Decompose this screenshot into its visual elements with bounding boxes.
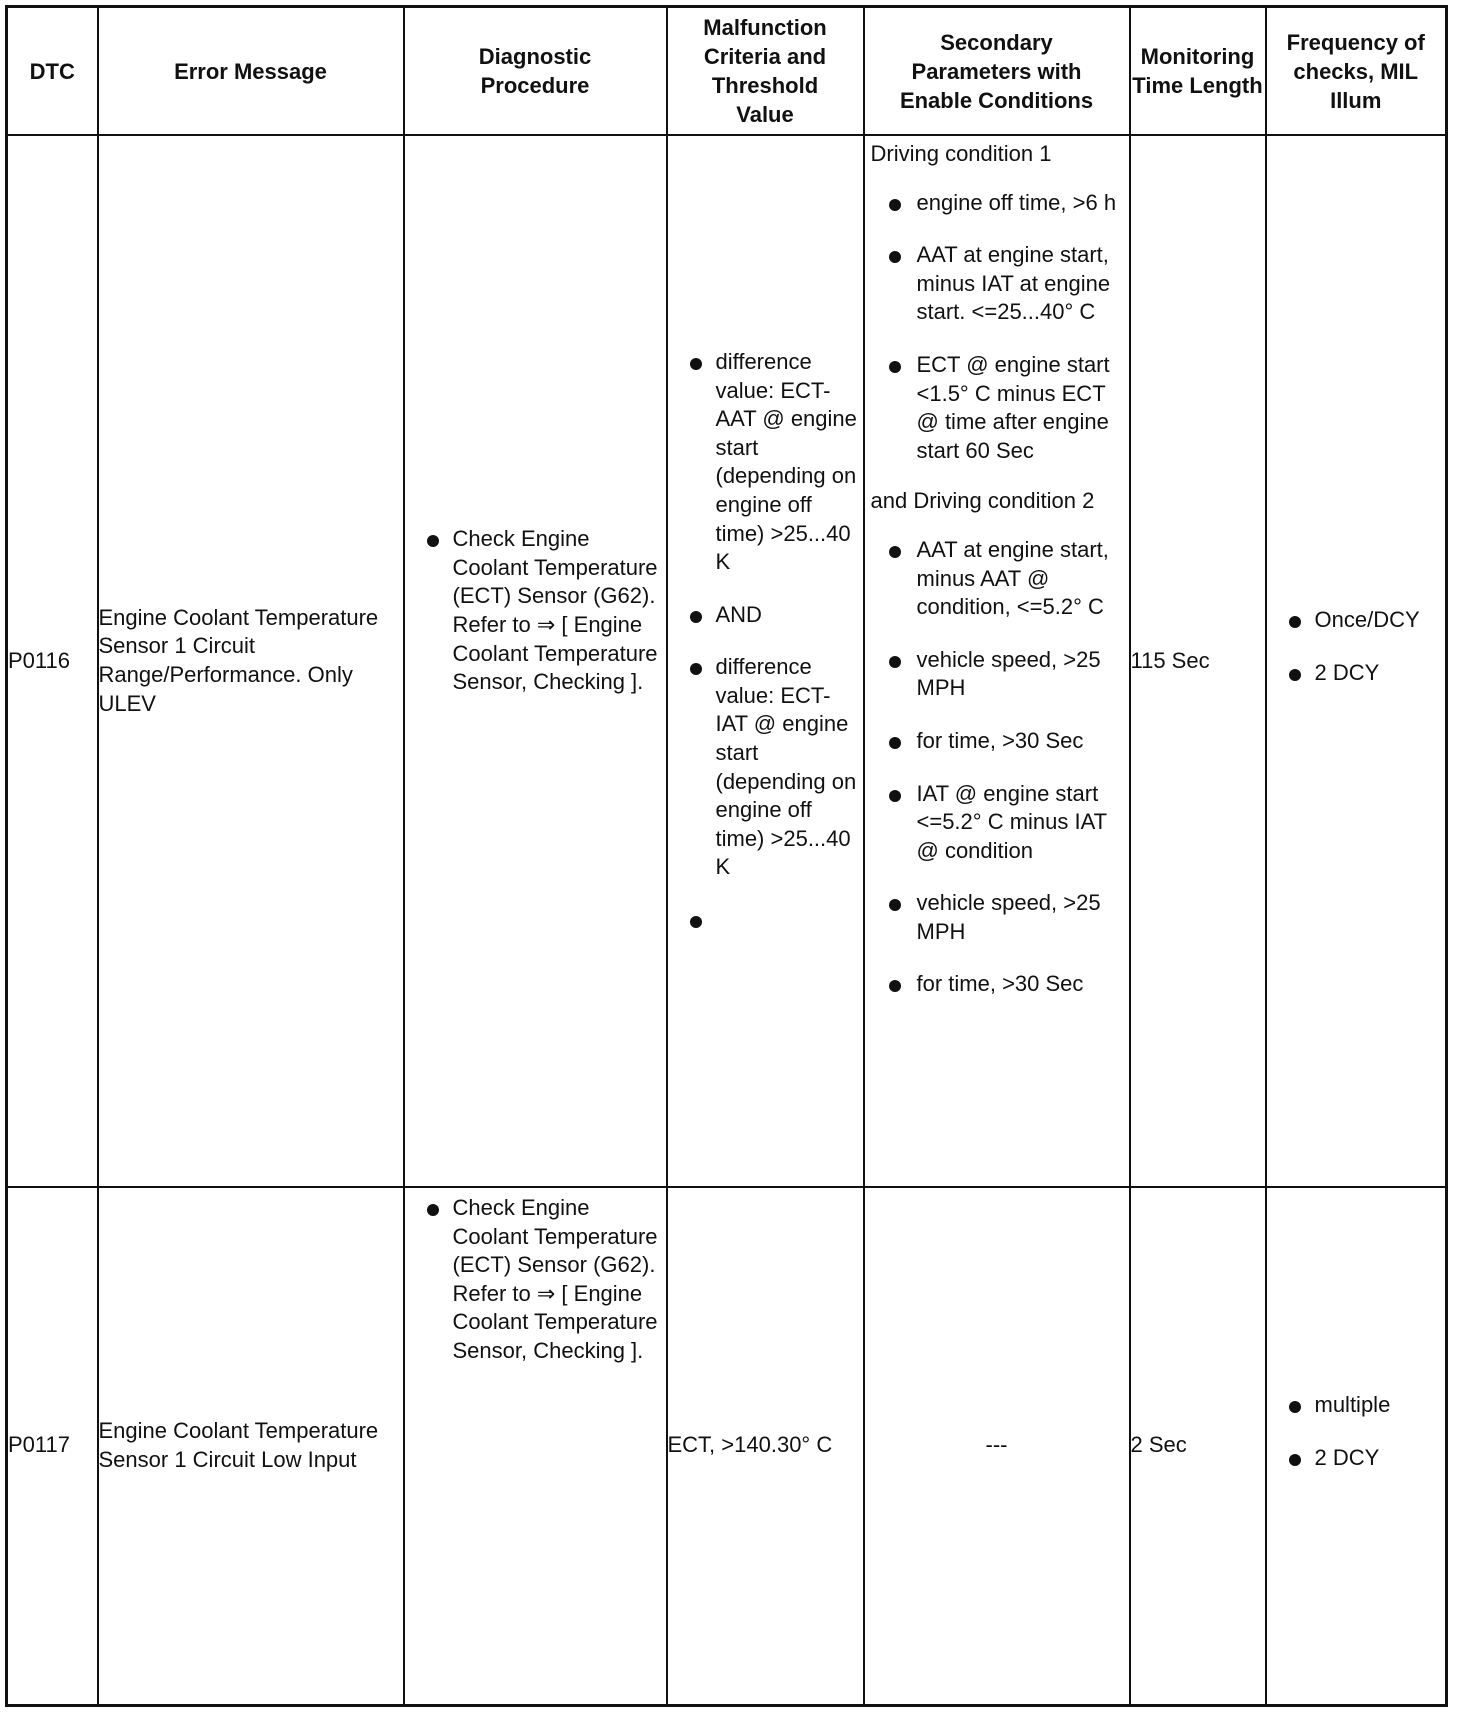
- dtc-table: [5, 5, 1448, 1707]
- frequency-cell: [1266, 135, 1447, 1187]
- diagnostic-procedure: Check Engine Coolant Temperature (ECT) Sensor (G62). Refer to ⇒ [ Engine Coolant Temperature Sensor, Checking ].: [452, 1195, 658, 1363]
- condition-text: vehicle speed, >25 MPH: [916, 646, 1101, 701]
- bullet-icon: [889, 361, 901, 373]
- condition-text: for time, >30 Sec: [916, 727, 1084, 753]
- list-item: [865, 646, 1129, 703]
- header-row: [7, 7, 1447, 136]
- list-item: [1267, 1444, 1446, 1473]
- bullet-icon: [889, 737, 901, 749]
- list-item: [865, 536, 1129, 622]
- list-item: [865, 189, 1129, 218]
- condition-text: AAT at engine start, minus IAT at engine start. <=25...40° C: [916, 242, 1111, 325]
- list-item: [1267, 1391, 1446, 1420]
- list-item: [668, 601, 863, 630]
- frequency-text: Once/DCY: [1314, 607, 1420, 633]
- driving-condition-2-label: and Driving condition 2: [870, 488, 1095, 514]
- condition-text: AAT at engine start, minus AAT @ condition, <=5.2° C: [916, 536, 1109, 620]
- dtc-code: P0117: [7, 1187, 98, 1705]
- bullet-icon: [690, 916, 702, 928]
- list-item: [405, 1194, 662, 1366]
- bullet-icon: [427, 535, 439, 547]
- frequency-text: 2 DCY: [1314, 660, 1380, 685]
- list-item: [668, 906, 863, 934]
- criteria-text: AND: [715, 601, 762, 627]
- list-item: [405, 525, 662, 697]
- bullet-icon: [690, 358, 702, 370]
- table-row: [7, 1187, 1447, 1705]
- frequency-cell: [1266, 1187, 1447, 1705]
- condition-text: ECT @ engine start <1.5° C minus ECT @ time after engine start 60 Sec: [916, 351, 1110, 463]
- bullet-icon: [1289, 669, 1301, 681]
- malfunction-criteria: ECT, >140.30° C: [667, 1187, 864, 1705]
- list-item: [865, 727, 1129, 756]
- secondary-parameters: ---: [864, 1187, 1130, 1705]
- list-item: [865, 889, 1129, 946]
- bullet-icon: [889, 656, 901, 668]
- header-error-message: Error Message: [98, 7, 404, 136]
- monitoring-time: 115 Sec: [1130, 135, 1266, 1187]
- list-item: [668, 653, 863, 882]
- list-item: [668, 348, 863, 577]
- bullet-icon: [889, 790, 901, 802]
- bullet-icon: [1289, 616, 1301, 628]
- list-item: [1267, 606, 1446, 635]
- list-item: [1267, 659, 1446, 688]
- header-frequency: Frequency of checks, MIL Illum: [1266, 7, 1447, 136]
- malfunction-criteria-cell: [667, 135, 864, 1187]
- bullet-icon: [1289, 1401, 1301, 1413]
- criteria-text: difference value: ECT-IAT @ engine start (depending on engine off time) >25...40 K: [715, 654, 857, 880]
- diagnostic-procedure-cell: [404, 135, 667, 1187]
- diagnostic-procedure-cell: [404, 1187, 667, 1705]
- table-row: [7, 135, 1447, 1187]
- header-monitoring-time: Monitoring Time Length: [1130, 7, 1266, 136]
- bullet-icon: [889, 199, 901, 211]
- diagnostic-procedure: Check Engine Coolant Temperature (ECT) Sensor (G62). Refer to ⇒ [ Engine Coolant Temperature Sensor, Checking ].: [452, 526, 658, 695]
- dtc-code: P0116: [7, 135, 98, 1187]
- driving-condition-1-label: Driving condition 1: [870, 141, 1052, 166]
- condition-text: IAT @ engine start <=5.2° C minus IAT @ condition: [916, 780, 1107, 863]
- header-malfunction-criteria: Malfunction Criteria and Threshold Value: [667, 7, 864, 136]
- header-diagnostic-procedure: Diagnostic Procedure: [404, 7, 667, 136]
- condition-text: engine off time, >6 h: [916, 189, 1117, 215]
- bullet-icon: [1289, 1454, 1301, 1466]
- error-message: Engine Coolant Temperature Sensor 1 Circuit Low Input: [98, 1187, 404, 1705]
- condition-text: vehicle speed, >25 MPH: [916, 890, 1101, 944]
- secondary-parameters-cell: [864, 135, 1130, 1187]
- list-item: [865, 780, 1129, 866]
- list-item: [865, 351, 1129, 465]
- bullet-icon: [889, 546, 901, 558]
- bullet-icon: [889, 251, 901, 263]
- list-item: [865, 970, 1129, 999]
- condition-text: for time, >30 Sec: [916, 971, 1084, 997]
- frequency-text: 2 DCY: [1314, 1444, 1380, 1470]
- error-message: Engine Coolant Temperature Sensor 1 Circuit Range/Performance. Only ULEV: [98, 135, 404, 1187]
- list-item: [865, 241, 1129, 327]
- monitoring-time: 2 Sec: [1130, 1187, 1266, 1705]
- criteria-text: difference value: ECT-AAT @ engine start (depending on engine off time) >25...40 K: [715, 348, 857, 575]
- bullet-icon: [690, 611, 702, 623]
- bullet-icon: [690, 663, 702, 675]
- header-secondary-parameters: Secondary Parameters with Enable Conditions: [864, 7, 1130, 136]
- bullet-icon: [889, 899, 901, 911]
- bullet-icon: [889, 980, 901, 992]
- header-dtc: DTC: [7, 7, 98, 136]
- frequency-text: multiple: [1314, 1392, 1391, 1418]
- bullet-icon: [427, 1204, 439, 1216]
